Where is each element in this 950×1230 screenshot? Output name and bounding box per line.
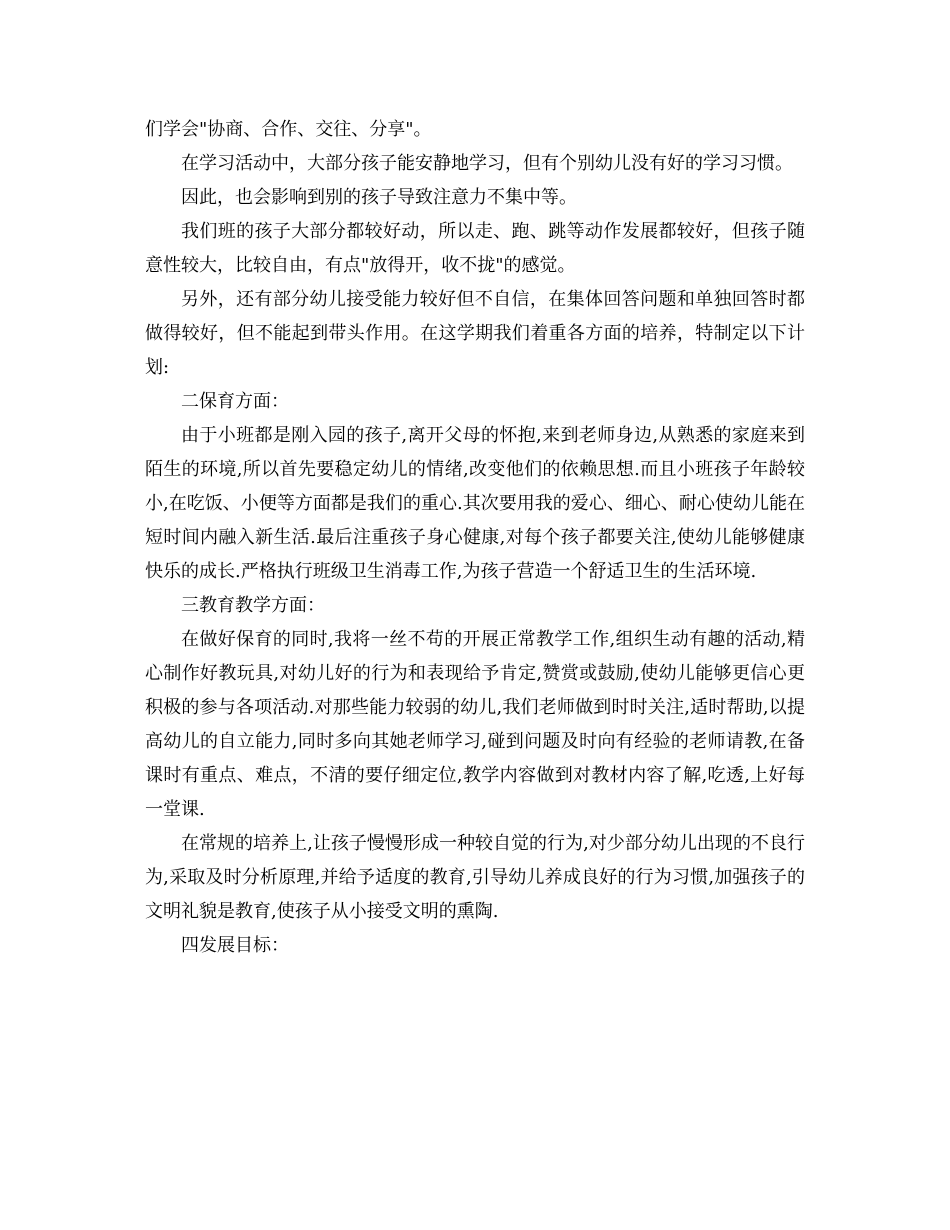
heading-goals: 四发展目标： xyxy=(181,935,289,956)
paragraph-continuation: 们学会"协商、合作、交往、分享"。 xyxy=(145,119,432,140)
paragraph-confidence-plan: 另外，还有部分幼儿接受能力较好但不自信，在集体回答问题和单独回答时都做得较好，但不能起到带头作用。在这学期我们着重各方面的培养，特制定以下计划: xyxy=(145,289,805,378)
document-body xyxy=(145,113,805,963)
paragraph-teaching: 在做好保育的同时,我将一丝不苟的开展正常教学工作,组织生动有趣的活动,精心制作好教玩具,对幼儿好的行为和表现给予肯定,赞赏或鼓励,使幼儿能够更信心更积极的参与各项活动.对那些能力较弱的幼儿,我们老师做到时时关注,适时帮助,以提高幼儿的自立能力,同时多向其她老师学习,碰到问题及时向有经验的老师请教,在备课时有重点、难点，不清的要仔细定位,教学内容做到对教材内容了解,吃透,上好每一堂课. xyxy=(145,629,805,820)
heading-care: 二保育方面： xyxy=(181,391,289,412)
paragraph-learning-activity: 在学习活动中，大部分孩子能安静地学习，但有个别幼儿没有好的学习习惯。 xyxy=(181,153,793,174)
heading-teaching: 三教育教学方面： xyxy=(181,595,325,616)
paragraph-attention: 因此，也会影响到别的孩子导致注意力不集中等。 xyxy=(181,187,577,208)
paragraph-routine: 在常规的培养上,让孩子慢慢形成一种较自觉的行为,对少部分幼儿出现的不良行为,采取及时分析原理,并给予适度的教育,引导幼儿养成良好的行为习惯,加强孩子的文明礼貌是教育,使孩子从小接受文明的熏陶. xyxy=(145,833,805,922)
paragraph-care: 由于小班都是刚入园的孩子,离开父母的怀抱,来到老师身边,从熟悉的家庭来到陌生的环境,所以首先要稳定幼儿的情绪,改变他们的依赖思想.而且小班孩子年龄较小,在吃饭、小便等方面都是我们的重心.其次要用我的爱心、细心、耐心使幼儿能在短时间内融入新生活.最后注重孩子身心健康,对每个孩子都要关注,使幼儿能够健康快乐的成长.严格执行班级卫生消毒工作,为孩子营造一个舒适卫生的生活环境. xyxy=(145,425,805,582)
paragraph-active-children: 我们班的孩子大部分都较好动，所以走、跑、跳等动作发展都较好，但孩子随意性较大，比较自由，有点"放得开，收不拢"的感觉。 xyxy=(145,221,805,276)
